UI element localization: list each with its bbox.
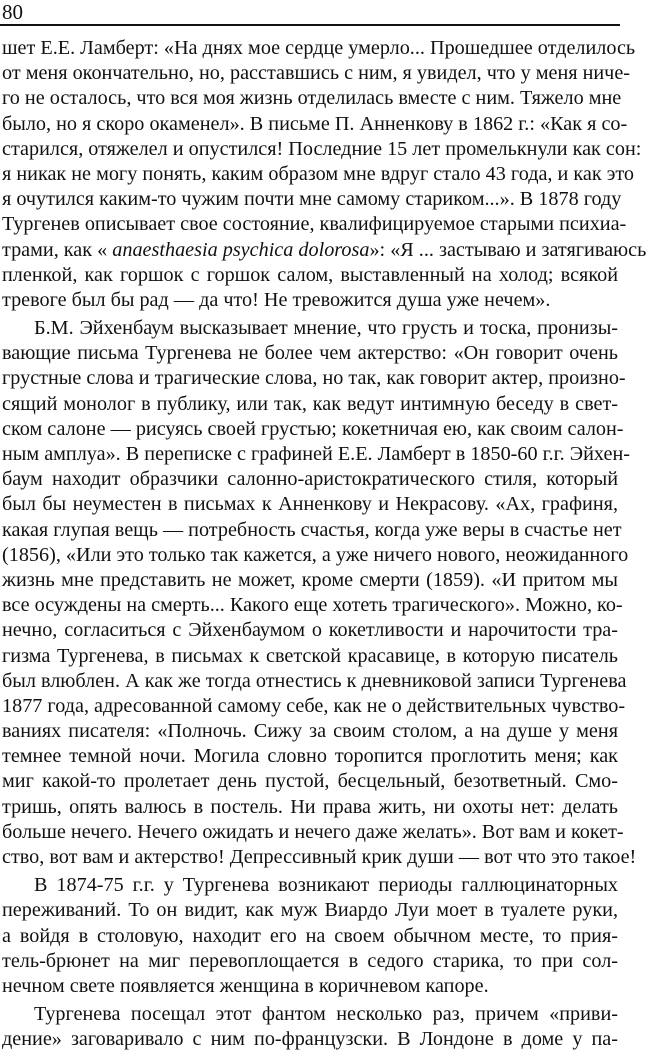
header-rule bbox=[0, 24, 620, 26]
text-line: старился, отяжелел и опустился! Последние 15 лет промелькнули как сон: bbox=[2, 137, 642, 160]
text-line: нечно, согласиться с Эйхенбаумом о кокетливости и нарочитости тра- bbox=[2, 619, 618, 642]
text-line: темнее темной ночи. Могила словно торопится проглотить меня; как bbox=[2, 745, 618, 768]
text-line: го не осталось, что вся моя жизнь отделилась вместе с ним. Тяжело мне bbox=[2, 87, 622, 110]
text-line: В 1874-75 г.г. у Тургенева возникают периоды галлюцинаторных bbox=[34, 874, 618, 897]
text-fragment: »: «Я ... застываю и затягиваюсь bbox=[369, 238, 646, 261]
text-line: Тургенева посещал этот фантом несколько раз, причем «приви- bbox=[34, 1003, 618, 1026]
text-line: 1877 года, адресованной самому себе, как не о действительных чувство- bbox=[2, 694, 626, 717]
text-line: ваниях писателя: «Полночь. Сижу за своим столом, а на душе у меня bbox=[2, 720, 618, 743]
text-line: тришь, опять валюсь в постель. Ни права жить, ни охоты нет: делать bbox=[2, 795, 618, 818]
paragraph-3 bbox=[2, 873, 618, 999]
text-line: тревоге был бы рад — да что! Не тревожится душа уже нечем». bbox=[2, 288, 551, 311]
italic-term: anaesthaesia psychica dolorosa bbox=[112, 238, 370, 261]
text-fragment: трами, как « bbox=[2, 238, 113, 261]
text-line: был бы неуместен в письмах к Анненкову и Некрасову. «Ах, графиня, bbox=[2, 493, 618, 516]
text-line: было, но я скоро окаменел». В письме П. Анненкову в 1862 г.: «Как я со- bbox=[2, 112, 628, 135]
text-line: а войдя в столовую, находит его на своем обычном месте, то прия- bbox=[2, 924, 618, 947]
text-line: шет Е.Е. Ламберт: «На днях мое сердце умерло... Прошедшее отделилось bbox=[2, 37, 636, 59]
text-line: Тургенев описывает свое состояние, квалифицируемое старыми психиа- bbox=[2, 213, 627, 236]
text-line: жизнь мне представить не может, кроме смерти (1859). «И притом мы bbox=[2, 568, 618, 591]
text-line: сящий монолог в публику, или так, как ведут интимную беседу в свет- bbox=[2, 392, 618, 415]
text-line: я очутился каким-то чужим почти мне самому стариком...». В 1878 году bbox=[2, 188, 622, 211]
text-line: грустные слова и трагические слова, но так, как говорит актер, произно- bbox=[2, 367, 626, 390]
paragraph-2 bbox=[2, 316, 637, 870]
page-number: 80 bbox=[2, 0, 23, 24]
text-line: ском салоне — рисуясь своей грустью; кокетничая ею, как своим салон- bbox=[2, 417, 624, 440]
text-line: (1856), «Или это только так кажется, а уже ничего нового, неожиданного bbox=[2, 543, 629, 566]
text-line: Б.М. Эйхенбаум высказывает мнение, что грусть и тоска, пронизы- bbox=[34, 317, 618, 340]
text-line: ным амплуа». В переписке с графиней Е.Е. Ламберт в 1850-60 г.г. Эйхен- bbox=[2, 443, 630, 465]
text-line: больше нечего. Нечего ожидать и нечего даже желать». Вот вам и кокет- bbox=[2, 820, 624, 843]
paragraph-1 bbox=[2, 36, 646, 313]
text-line: пленкой, как горшок с горшок салом, выставленный на холод; всякой bbox=[2, 263, 618, 286]
text-line-with-italic bbox=[2, 238, 646, 263]
text-line: вающие письма Тургенева не более чем актерство: «Он говорит очень bbox=[2, 342, 618, 365]
text-line: все осуждены на смерть... Какого еще хотеть трагического». Можно, ко- bbox=[2, 594, 623, 617]
text-line: какая глупая вещь — потребность счастья, когда уже веры в счастье нет bbox=[2, 518, 622, 541]
text-line: я никак не могу понять, каким образом мне вдруг стало 43 года, и как это bbox=[2, 162, 635, 185]
text-line: ство, вот вам и актерство! Депрессивный крик души — вот что это такое! bbox=[2, 846, 637, 868]
text-line: тель-брюнет на миг перевоплощается в седого старика, то при сол- bbox=[2, 949, 618, 972]
text-line: нечном свете появляется женщина в коричневом капоре. bbox=[2, 974, 489, 997]
text-line: был влюблен. А как же тогда отнестись к дневниковой записи Тургенева bbox=[2, 669, 627, 692]
text-line: дение» заговаривало с ним по-французски. В Лондоне в доме у па- bbox=[2, 1028, 618, 1051]
text-line: переживаний. То он видит, как муж Виардо Луи моет в туалете руки, bbox=[2, 899, 618, 922]
text-line: баум находит образчики салонно-аристократического стиля, который bbox=[2, 468, 618, 491]
body-text bbox=[2, 36, 646, 1053]
paragraph-4 bbox=[2, 1002, 618, 1052]
text-line: от меня окончательно, но, расставшись с ним, я увидел, что у меня ниче- bbox=[2, 62, 631, 85]
text-line: миг какой-то пролетает день пустой, бесцельный, безответный. Смо- bbox=[2, 770, 618, 793]
text-line: гизма Тургенева, в письмах к светской красавице, в которую писатель bbox=[2, 644, 618, 667]
